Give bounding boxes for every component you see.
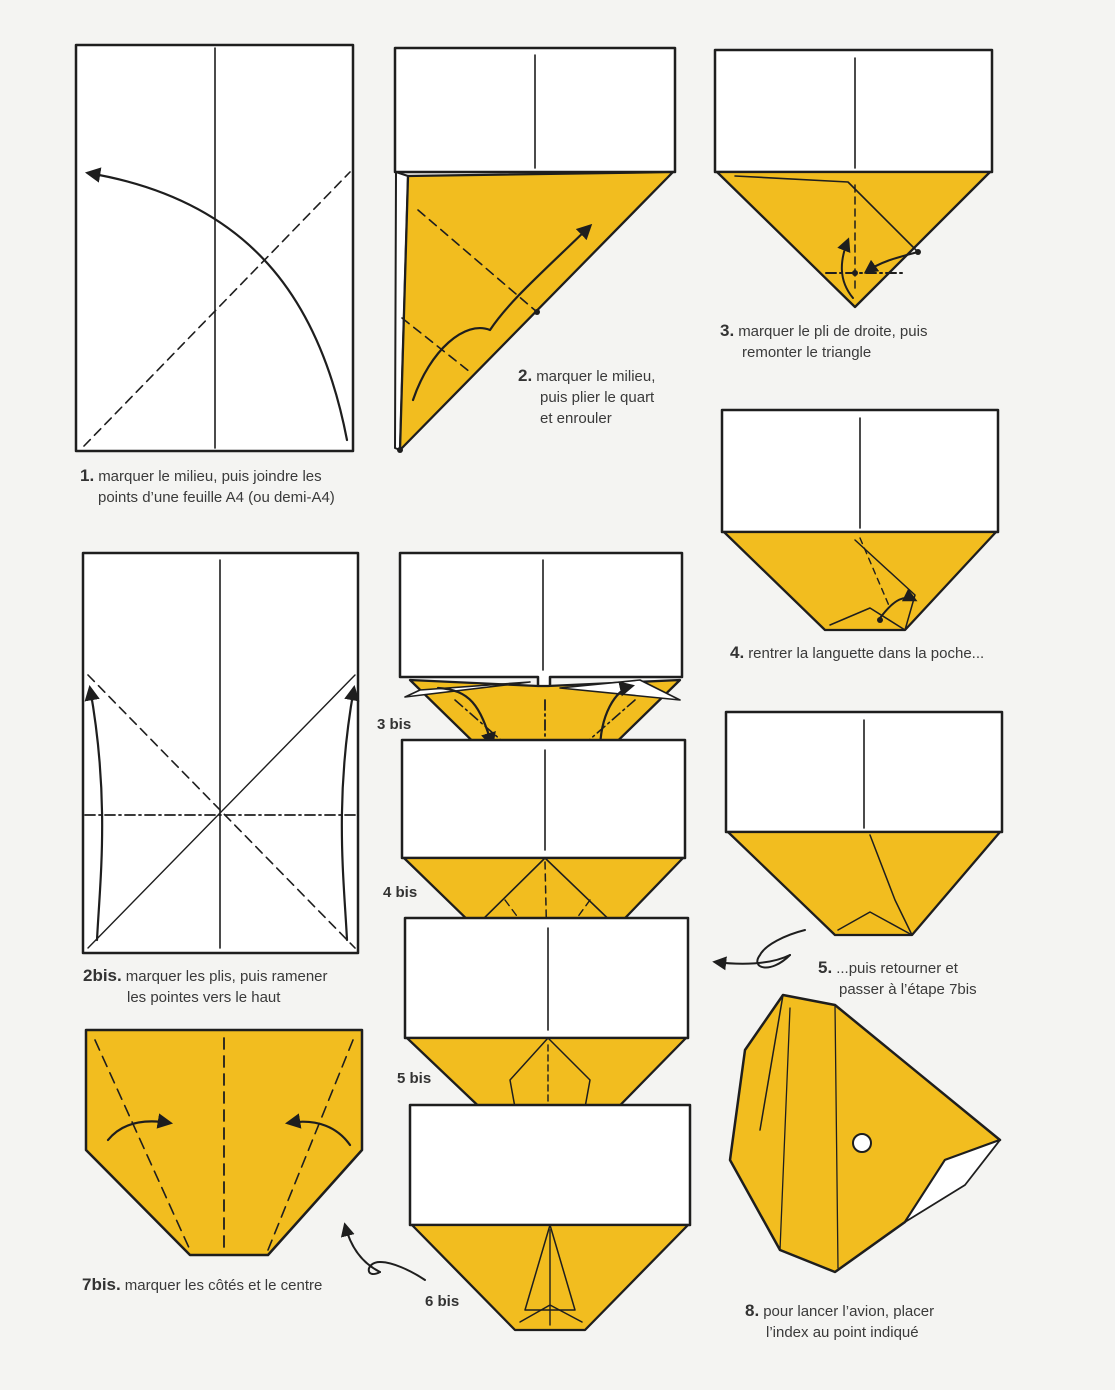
step-2bis-figure — [83, 553, 358, 953]
step-5-caption — [818, 957, 977, 1000]
step-2-text-line1: marquer le milieu, — [536, 368, 656, 385]
step-1-figure — [76, 45, 353, 451]
step-5-number: 5. — [818, 958, 833, 977]
step-7bis-caption — [82, 1274, 322, 1296]
label-6bis: 6 bis — [425, 1293, 460, 1310]
step-2bis-text-line1: marquer les plis, puis ramener — [125, 968, 328, 985]
step-4-text-line1: rentrer la languette dans la poche... — [748, 645, 985, 662]
step-3-text-line1: marquer le pli de droite, puis — [738, 323, 928, 340]
step-8-text-line2: l’index au point indiqué — [766, 1324, 919, 1341]
step-7bis-figure — [86, 1030, 362, 1255]
label-3bis: 3 bis — [377, 716, 412, 733]
step-7bis-number: 7bis. — [82, 1275, 121, 1294]
step-3-figure — [715, 50, 992, 307]
step-8-figure — [730, 995, 1000, 1272]
step-5-figure — [715, 712, 1002, 968]
step-5-text-line1: ...puis retourner et — [836, 960, 958, 977]
step-2-number: 2. — [518, 366, 533, 385]
step-2bis-caption — [83, 965, 328, 1008]
step-2-caption — [518, 365, 655, 429]
step-2-text-line3: et enrouler — [540, 410, 612, 427]
label-4bis: 4 bis — [383, 884, 418, 901]
step-8-caption — [745, 1300, 934, 1343]
step-1-text-line2: points d’une feuille A4 (ou demi-A4) — [98, 489, 335, 506]
step-1-number: 1. — [80, 466, 95, 485]
step-1-text-line1: marquer le milieu, puis joindre les — [98, 468, 322, 485]
step-8-text-line1: pour lancer l’avion, placer — [763, 1303, 935, 1320]
step-3-text-line2: remonter le triangle — [742, 344, 872, 361]
step-6bis-figure — [345, 1105, 690, 1330]
step-2bis-number: 2bis. — [83, 966, 122, 985]
step-3-number: 3. — [720, 321, 735, 340]
step-4-caption — [730, 642, 984, 664]
step-7bis-text-line1: marquer les côtés et le centre — [124, 1277, 323, 1294]
step-4-figure — [722, 410, 998, 630]
step-4-number: 4. — [730, 643, 745, 662]
step-1-caption — [80, 465, 335, 508]
step-2-text-line2: puis plier le quart — [540, 389, 655, 406]
step-2bis-text-line2: les pointes vers le haut — [127, 989, 281, 1006]
step-5-text-line2: passer à l’étape 7bis — [839, 981, 977, 998]
step-3-caption — [720, 320, 927, 363]
label-5bis: 5 bis — [397, 1070, 432, 1087]
step-8-number: 8. — [745, 1301, 760, 1320]
